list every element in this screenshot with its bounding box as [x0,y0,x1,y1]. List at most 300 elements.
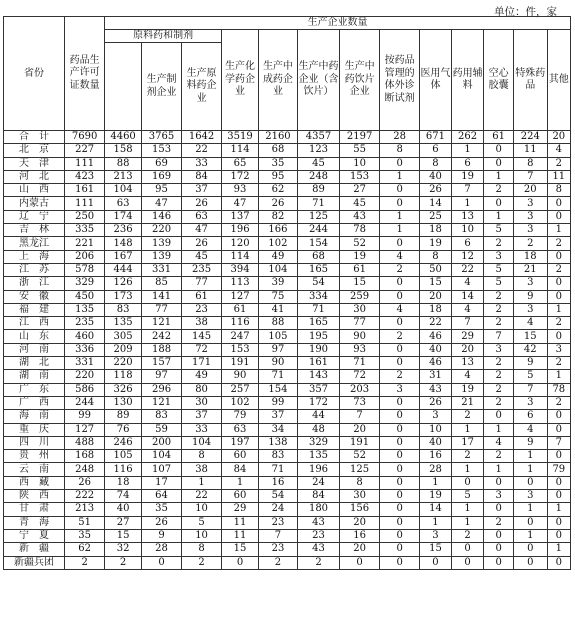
value-cell: 168 [65,450,105,463]
value-cell: 90 [222,370,259,383]
value-cell: 54 [258,490,297,503]
value-cell: 0 [380,157,420,170]
value-cell: 1 [513,529,547,542]
province-cell: 合 计 [4,131,65,144]
value-cell: 59 [142,423,182,436]
province-cell: 山 西 [4,184,65,197]
value-cell: 63 [222,423,259,436]
value-cell: 0 [380,290,420,303]
value-cell: 9 [513,290,547,303]
value-cell: 3 [513,490,547,503]
value-cell: 2 [484,516,514,529]
value-cell: 71 [258,370,297,383]
value-cell: 0 [484,556,514,569]
table-row [4,450,571,463]
value-cell: 172 [297,396,339,409]
value-cell: 2160 [258,131,297,144]
value-cell: 2 [258,556,297,569]
value-cell: 11 [513,144,547,157]
value-cell: 0 [380,516,420,529]
value-cell: 0 [380,556,420,569]
table-row [4,543,571,556]
value-cell: 27 [340,184,380,197]
table-row [4,343,571,356]
province-cell: 福 建 [4,303,65,316]
value-cell: 2 [513,237,547,250]
value-cell: 83 [105,303,142,316]
value-cell: 90 [340,330,380,343]
value-cell: 20 [340,423,380,436]
value-cell: 244 [297,224,339,237]
value-cell: 0 [380,343,420,356]
pharma-enterprise-table [3,16,571,570]
value-cell: 1 [451,197,484,210]
value-cell: 2 [484,383,514,396]
value-cell: 21 [513,263,547,276]
value-cell: 5 [513,370,547,383]
value-cell: 13 [451,357,484,370]
value-cell: 7 [258,529,297,542]
value-cell: 578 [65,263,105,276]
value-cell: 60 [222,450,259,463]
value-cell: 0 [380,543,420,556]
province-cell: 重 庆 [4,423,65,436]
value-cell: 135 [297,450,339,463]
table-row [4,224,571,237]
header-chem-ent: 生产化学药企业 [222,30,259,131]
value-cell: 111 [65,157,105,170]
value-cell: 0 [547,330,570,343]
value-cell: 331 [65,357,105,370]
value-cell: 80 [182,383,222,396]
value-cell: 26 [420,396,452,409]
value-cell: 10 [182,529,222,542]
value-cell: 220 [142,224,182,237]
value-cell: 2 [451,450,484,463]
value-cell: 227 [65,144,105,157]
value-cell: 71 [297,303,339,316]
value-cell: 394 [222,263,259,276]
value-cell: 1 [513,450,547,463]
value-cell: 40 [420,343,452,356]
value-cell: 244 [65,396,105,409]
value-cell: 3 [513,210,547,223]
value-cell: 120 [222,237,259,250]
value-cell: 153 [142,144,182,157]
value-cell: 7 [451,317,484,330]
value-cell: 72 [340,370,380,383]
value-cell: 20 [420,290,452,303]
header-excipient: 药用辅料 [451,30,484,131]
value-cell: 1 [380,210,420,223]
value-cell: 1 [547,543,570,556]
value-cell: 46 [420,357,452,370]
header-prep-ent: 生产制剂企业 [142,43,182,131]
table-row [4,237,571,250]
value-cell: 1 [451,463,484,476]
value-cell: 15 [340,277,380,290]
value-cell: 43 [420,383,452,396]
value-cell: 28 [380,131,420,144]
value-cell: 7 [513,170,547,183]
province-cell: 宁 夏 [4,529,65,542]
value-cell: 84 [222,463,259,476]
value-cell: 42 [513,343,547,356]
value-cell: 3765 [142,131,182,144]
value-cell: 24 [297,476,339,489]
value-cell: 85 [142,277,182,290]
value-cell: 63 [182,210,222,223]
value-cell: 33 [182,157,222,170]
value-cell: 30 [340,303,380,316]
table-row [4,263,571,276]
value-cell: 3519 [222,131,259,144]
value-cell: 2197 [340,131,380,144]
value-cell: 41 [258,303,297,316]
value-cell: 20 [513,184,547,197]
value-cell: 14 [420,503,452,516]
value-cell: 2 [547,237,570,250]
value-cell: 26 [65,476,105,489]
value-cell: 31 [420,370,452,383]
value-cell: 47 [182,224,222,237]
value-cell: 7690 [65,131,105,144]
province-cell: 海 南 [4,410,65,423]
value-cell: 0 [484,476,514,489]
value-cell: 63 [105,197,142,210]
value-cell: 16 [258,476,297,489]
value-cell: 55 [340,144,380,157]
value-cell: 95 [142,184,182,197]
value-cell: 2 [484,450,514,463]
value-cell: 3 [420,529,452,542]
value-cell: 0 [513,516,547,529]
value-cell: 220 [105,357,142,370]
value-cell: 104 [182,436,222,449]
value-cell: 116 [222,317,259,330]
table-row [4,210,571,223]
table-row [4,370,571,383]
value-cell: 329 [65,277,105,290]
value-cell: 259 [340,290,380,303]
value-cell: 73 [340,396,380,409]
value-cell: 248 [297,170,339,183]
value-cell: 20 [547,131,570,144]
header-api-and-prep: 原料药和制剂 [105,30,222,43]
value-cell: 6 [420,144,452,157]
value-cell: 105 [105,450,142,463]
value-cell: 0 [380,410,420,423]
unit-label: 单位：件，家 [494,6,557,18]
value-cell: 116 [105,463,142,476]
value-cell: 213 [65,503,105,516]
value-cell: 16 [340,529,380,542]
value-cell: 19 [451,170,484,183]
value-cell: 121 [142,396,182,409]
header-ivd-reagent: 按药品管理的体外诊断试剂 [380,30,420,131]
value-cell: 1 [420,476,452,489]
table-row [4,250,571,263]
value-cell: 38 [182,463,222,476]
value-cell: 156 [340,503,380,516]
value-cell: 1 [547,370,570,383]
value-cell: 19 [340,250,380,263]
value-cell: 197 [222,436,259,449]
value-cell: 48 [297,423,339,436]
value-cell: 26 [420,184,452,197]
header-capsule: 空心胶囊 [484,30,514,131]
value-cell: 90 [258,357,297,370]
value-cell: 47 [222,197,259,210]
value-cell: 20 [340,543,380,556]
value-cell: 2 [451,529,484,542]
value-cell: 158 [105,144,142,157]
value-cell: 17 [451,436,484,449]
value-cell: 114 [222,144,259,157]
value-cell: 3 [420,410,452,423]
value-cell: 0 [547,290,570,303]
value-cell: 18 [105,476,142,489]
value-cell: 75 [258,290,297,303]
value-cell: 11 [222,516,259,529]
value-cell: 18 [420,303,452,316]
value-cell: 61 [222,303,259,316]
value-cell: 1 [380,224,420,237]
table-row [4,529,571,542]
value-cell: 45 [297,157,339,170]
province-cell: 浙 江 [4,277,65,290]
value-cell: 1 [513,503,547,516]
province-cell: 江 西 [4,317,65,330]
value-cell: 126 [105,277,142,290]
value-cell: 3 [484,343,514,356]
value-cell: 236 [105,224,142,237]
value-cell: 54 [297,277,339,290]
value-cell: 49 [258,250,297,263]
value-cell: 18 [420,224,452,237]
value-cell: 89 [297,184,339,197]
value-cell: 1 [547,503,570,516]
value-cell: 135 [105,317,142,330]
value-cell: 0 [380,423,420,436]
table-row [4,476,571,489]
value-cell: 671 [420,131,452,144]
value-cell: 47 [142,197,182,210]
value-cell: 61 [484,131,514,144]
value-cell: 6 [513,410,547,423]
table-row [4,516,571,529]
value-cell: 224 [513,131,547,144]
value-cell: 157 [142,357,182,370]
value-cell: 62 [258,184,297,197]
value-cell: 19 [420,237,452,250]
header-license-count: 药品生产许可证数量 [65,17,105,131]
value-cell: 32 [105,543,142,556]
value-cell: 34 [258,423,297,436]
province-cell: 湖 北 [4,357,65,370]
value-cell: 0 [484,529,514,542]
value-cell: 0 [380,184,420,197]
value-cell: 35 [258,157,297,170]
value-cell: 2 [547,157,570,170]
value-cell: 262 [451,131,484,144]
value-cell: 0 [513,476,547,489]
province-cell: 辽 宁 [4,210,65,223]
value-cell: 191 [222,357,259,370]
value-cell: 444 [105,263,142,276]
value-cell: 220 [65,370,105,383]
value-cell: 1 [547,303,570,316]
value-cell: 27 [105,516,142,529]
value-cell: 143 [297,370,339,383]
value-cell: 195 [297,330,339,343]
value-cell: 28 [142,543,182,556]
table-row [4,490,571,503]
value-cell: 8 [420,157,452,170]
value-cell: 165 [297,263,339,276]
value-cell: 23 [258,516,297,529]
value-cell: 9 [142,529,182,542]
value-cell: 78 [340,224,380,237]
value-cell: 3 [513,303,547,316]
header-province: 省份 [4,17,65,131]
value-cell: 8 [420,250,452,263]
value-cell: 2 [484,317,514,330]
value-cell: 2 [380,263,420,276]
province-cell: 黑龙江 [4,237,65,250]
value-cell: 1 [451,503,484,516]
value-cell: 0 [547,410,570,423]
value-cell: 0 [380,529,420,542]
value-cell: 77 [340,317,380,330]
value-cell: 4460 [105,131,142,144]
value-cell: 84 [182,170,222,183]
value-cell: 51 [65,516,105,529]
value-cell: 334 [297,290,339,303]
value-cell: 89 [105,410,142,423]
value-cell: 138 [258,436,297,449]
value-cell: 166 [258,224,297,237]
value-cell: 2 [547,357,570,370]
table-row [4,463,571,476]
header-special-drug: 特殊药品 [513,30,547,131]
province-cell: 山 东 [4,330,65,343]
value-cell: 4 [451,370,484,383]
value-cell: 105 [258,330,297,343]
table-row [4,503,571,516]
value-cell: 43 [340,210,380,223]
value-cell: 0 [547,450,570,463]
value-cell: 148 [105,237,142,250]
value-cell: 0 [484,197,514,210]
value-cell: 114 [222,250,259,263]
value-cell: 3 [380,383,420,396]
value-cell: 146 [142,210,182,223]
value-cell: 12 [451,250,484,263]
value-cell: 33 [182,423,222,436]
header-other: 其他 [547,30,570,131]
value-cell: 26 [182,237,222,250]
value-cell: 99 [65,410,105,423]
value-cell: 0 [513,543,547,556]
value-cell: 43 [297,516,339,529]
value-cell: 153 [222,343,259,356]
value-cell: 39 [258,277,297,290]
value-cell: 4 [513,423,547,436]
table-row [4,144,571,157]
table-row [4,303,571,316]
value-cell: 10 [420,423,452,436]
value-cell: 0 [513,556,547,569]
value-cell: 4 [380,303,420,316]
value-cell: 1 [547,224,570,237]
value-cell: 2 [484,303,514,316]
value-cell: 139 [142,250,182,263]
value-cell: 0 [380,450,420,463]
province-cell: 西 藏 [4,476,65,489]
value-cell: 188 [142,343,182,356]
value-cell: 3 [484,490,514,503]
value-cell: 222 [65,490,105,503]
table-row [4,317,571,330]
value-cell: 7 [513,383,547,396]
value-cell: 123 [297,144,339,157]
value-cell: 29 [222,503,259,516]
table-row [4,277,571,290]
value-cell: 107 [142,463,182,476]
value-cell: 235 [182,263,222,276]
value-cell: 26 [258,197,297,210]
value-cell: 61 [182,290,222,303]
value-cell: 18 [513,250,547,263]
value-cell: 3 [484,250,514,263]
value-cell: 14 [420,197,452,210]
value-cell: 38 [182,317,222,330]
value-cell: 93 [222,184,259,197]
value-cell: 141 [142,290,182,303]
header-tcm-pieces-ent: 生产中药饮片企业 [340,30,380,131]
value-cell: 71 [340,357,380,370]
value-cell: 0 [380,357,420,370]
value-cell: 22 [182,490,222,503]
province-cell: 天 津 [4,157,65,170]
value-cell: 37 [182,410,222,423]
value-cell: 4 [451,277,484,290]
value-cell: 0 [547,529,570,542]
table-row [4,410,571,423]
value-cell: 79 [547,463,570,476]
value-cell: 19 [451,383,484,396]
value-cell: 7 [340,410,380,423]
value-cell: 65 [222,157,259,170]
value-cell: 62 [65,543,105,556]
value-cell: 161 [65,184,105,197]
value-cell: 15 [222,543,259,556]
value-cell: 17 [142,476,182,489]
value-cell: 125 [297,210,339,223]
value-cell: 121 [142,317,182,330]
province-cell: 江 苏 [4,263,65,276]
value-cell: 79 [222,410,259,423]
value-cell: 1 [451,423,484,436]
value-cell: 37 [182,184,222,197]
value-cell: 2 [182,556,222,569]
value-cell: 60 [222,490,259,503]
value-cell: 2 [484,370,514,383]
header-medical-gas: 医用气体 [420,30,452,131]
value-cell: 28 [420,463,452,476]
value-cell: 82 [258,210,297,223]
